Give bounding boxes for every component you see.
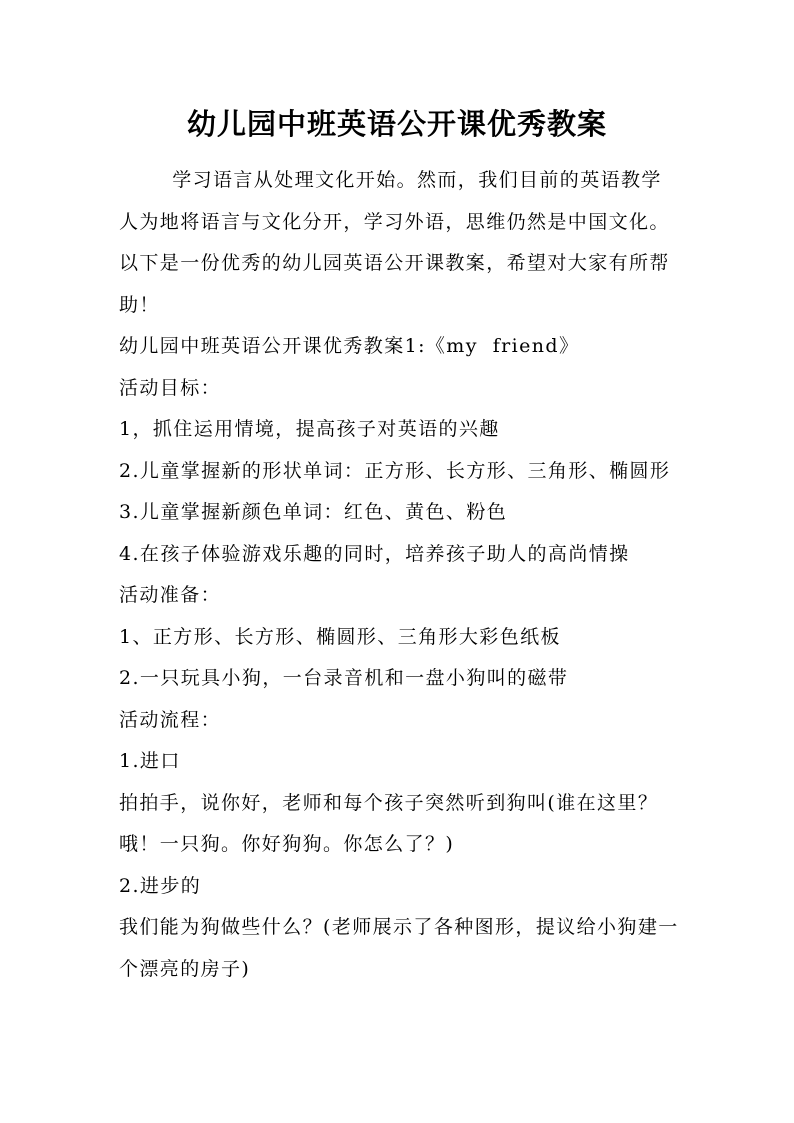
process-step-2-heading: 2.进步的: [119, 874, 202, 897]
goal-item-4: 4.在孩子体验游戏乐趣的同时，培养孩子助人的高尚情操: [119, 542, 630, 565]
section-heading-process: 活动流程：: [119, 708, 222, 731]
goal-item-2: 2.儿童掌握新的形状单词：正方形、长方形、三角形、椭圆形: [119, 459, 671, 482]
section-heading-preparation: 活动准备：: [119, 584, 222, 606]
process-step-1-heading: 1.进口: [119, 750, 181, 772]
goal-item-3: 3.儿童掌握新颜色单词：红色、黄色、粉色: [119, 501, 508, 523]
section-heading-goals: 活动目标：: [119, 376, 222, 399]
goal-item-1: 1，抓住运用情境，提高孩子对英语的兴趣: [119, 418, 500, 440]
document-body: [119, 160, 681, 990]
intro-paragraph: 学习语言从处理文化开始。然而，我们目前的英语教学人为地将语言与文化分开，学习外语，思维仍然是中国文化。以下是一份优秀的幼儿园英语公开课教案，希望对大家有所帮助！: [119, 169, 670, 316]
process-step-2-text: 我们能为狗做些什么？(老师展示了各种图形，提议给小狗建一个漂亮的房子): [119, 916, 679, 980]
document-title: 幼儿园中班英语公开课优秀教案: [186, 107, 607, 141]
preparation-item-1: 1、正方形、长方形、椭圆形、三角形大彩色纸板: [119, 625, 561, 648]
process-step-1-text: 拍拍手，说你好，老师和每个孩子突然听到狗叫(谁在这里？哦！一只狗。你好狗狗。你怎么了？): [119, 791, 659, 855]
preparation-item-2: 2.一只玩具小狗，一台录音机和一盘小狗叫的磁带: [119, 667, 569, 689]
lesson-heading: 幼儿园中班英语公开课优秀教案1:《my friend》: [119, 335, 580, 357]
